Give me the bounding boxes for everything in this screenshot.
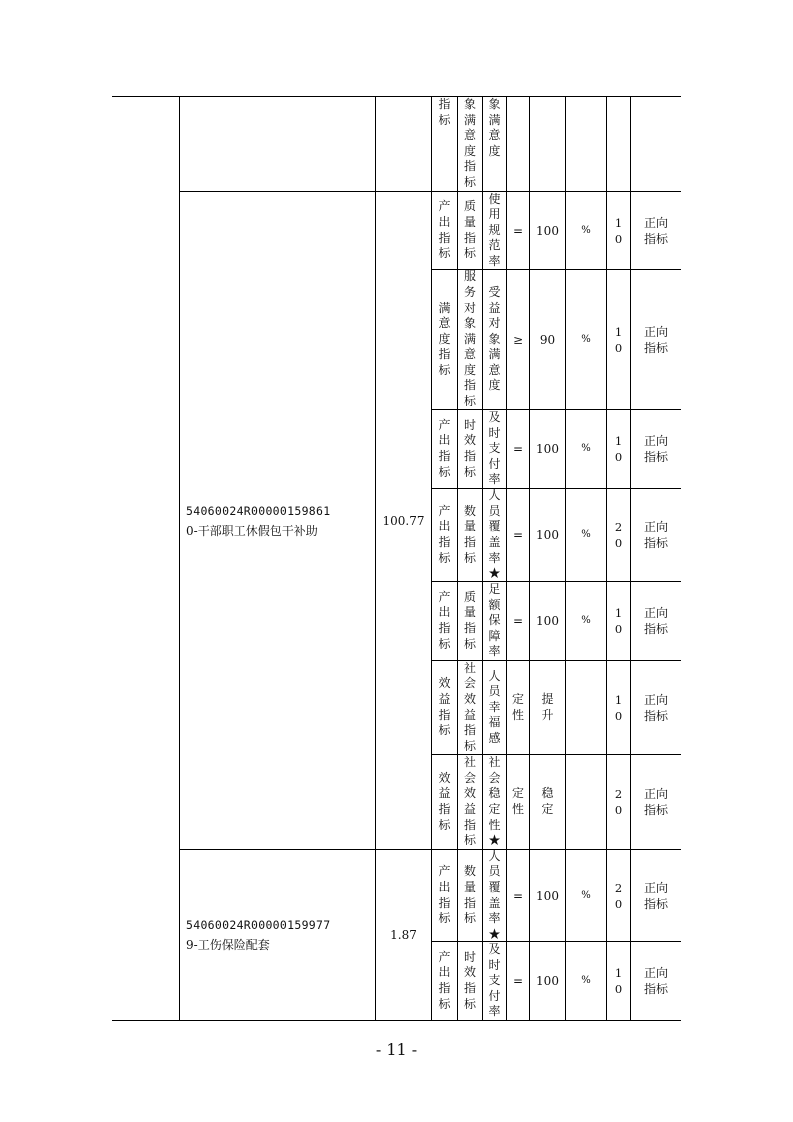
weight-text: 10 [614, 324, 623, 355]
weight-cell [607, 850, 630, 941]
operator-cell [507, 192, 529, 269]
level2-text: 象满意度指标 [463, 97, 476, 189]
level2-text: 数量指标 [463, 864, 476, 926]
level2-cell [458, 97, 482, 191]
weight-text: 20 [614, 880, 623, 911]
unit-cell [566, 850, 606, 941]
direction-cell [631, 489, 681, 581]
level1-text: 产出指标 [438, 949, 451, 1011]
operator-cell [507, 489, 529, 581]
weight-text: 10 [614, 215, 623, 246]
operator-cell [507, 270, 529, 409]
target-cell [530, 755, 565, 849]
indicator-name-text: 人员覆盖率★ [488, 848, 501, 941]
level2-text: 时效指标 [463, 949, 476, 1011]
level2-cell [458, 850, 482, 941]
operator-cell [507, 410, 529, 488]
operator-cell [507, 942, 529, 1020]
unit-cell [566, 661, 606, 754]
level1-text: 产出指标 [438, 199, 451, 261]
project-cell [180, 850, 375, 1020]
target-cell [530, 410, 565, 488]
level1-cell [432, 755, 457, 849]
level2-cell [458, 755, 482, 849]
indicator-table [112, 96, 681, 1021]
operator-cell [507, 755, 529, 849]
target-text: 稳定 [541, 786, 554, 816]
level2-cell [458, 192, 482, 269]
project-code: 54060024R00000159977 [186, 918, 331, 932]
target-text: 100 [536, 974, 559, 988]
level1-cell [432, 661, 457, 754]
indicator-name-text: 人员覆盖率★ [488, 488, 501, 581]
target-cell [530, 661, 565, 754]
indicator-name-cell [483, 410, 506, 488]
indicator-name-text: 社会稳定性★ [488, 755, 501, 848]
indicator-name-text: 受益对象满意度 [488, 284, 501, 393]
target-cell [530, 942, 565, 1020]
amount-cell [376, 850, 431, 1020]
operator-text: 定性 [511, 691, 524, 722]
indicator-name-cell [483, 755, 506, 849]
indicator-name-text: 及时支付率 [488, 410, 501, 487]
amount-text: 100.77 [382, 513, 425, 528]
operator-text: = [512, 888, 524, 903]
level2-text: 社会效益指标 [463, 660, 476, 753]
indicator-name-text: 象满意度 [488, 97, 501, 158]
target-text: 提升 [541, 691, 554, 722]
weight-cell [607, 661, 630, 754]
level2-cell [458, 661, 482, 754]
project-name: 9-工伤保险配套 [186, 938, 270, 952]
level2-cell [458, 942, 482, 1020]
weight-cell [607, 489, 630, 581]
level1-text: 效益指标 [438, 770, 451, 832]
weight-cell [607, 410, 630, 488]
operator-text: = [512, 528, 524, 542]
level1-text: 效益指标 [438, 676, 451, 738]
target-cell [530, 192, 565, 269]
weight-cell [607, 270, 630, 409]
direction-text: 正向指标 [643, 434, 668, 464]
level1-cell [432, 192, 457, 269]
level2-text: 质量指标 [463, 589, 476, 651]
indicator-name-cell [483, 270, 506, 409]
indicator-name-cell [483, 661, 506, 754]
unit-text: % [581, 224, 591, 236]
level1-text: 产出指标 [438, 864, 451, 926]
project-cell [180, 192, 375, 849]
level2-cell [458, 489, 482, 581]
unit-text: % [581, 443, 591, 454]
unit-cell [566, 410, 606, 488]
weight-cell [607, 755, 630, 849]
unit-cell [566, 489, 606, 581]
unit-text: % [581, 333, 591, 345]
target-cell [530, 850, 565, 941]
project-name: 0-干部职工休假包干补助 [186, 523, 318, 538]
level1-cell [432, 942, 457, 1020]
direction-text: 正向指标 [643, 520, 668, 550]
direction-cell [631, 942, 681, 1020]
level1-cell [432, 850, 457, 941]
direction-cell [631, 192, 681, 269]
operator-text: = [512, 223, 524, 238]
level1-cell [432, 97, 457, 191]
indicator-name-text: 足额保障率 [488, 582, 501, 659]
level2-text: 质量指标 [463, 199, 476, 261]
operator-text: ≥ [512, 332, 524, 347]
direction-cell [631, 850, 681, 941]
direction-text: 正向指标 [643, 215, 668, 246]
unit-text: % [581, 889, 591, 901]
target-cell [530, 582, 565, 660]
weight-cell [607, 192, 630, 269]
level1-cell [432, 489, 457, 581]
weight-text: 10 [614, 606, 623, 636]
indicator-name-cell [483, 582, 506, 660]
weight-text: 10 [614, 966, 623, 996]
target-text: 100 [536, 888, 559, 903]
indicator-name-text: 人员幸福感 [488, 668, 501, 745]
level2-cell [458, 410, 482, 488]
indicator-name-cell [483, 942, 506, 1020]
direction-text: 正向指标 [643, 692, 668, 723]
indicator-name-cell [483, 192, 506, 269]
level1-text: 产出指标 [438, 503, 451, 565]
weight-text: 10 [614, 692, 623, 723]
unit-cell [566, 942, 606, 1020]
direction-text: 正向指标 [643, 880, 668, 911]
direction-cell [631, 582, 681, 660]
target-text: 90 [539, 332, 556, 347]
weight-text: 20 [614, 520, 623, 550]
level2-cell [458, 270, 482, 409]
level2-text: 数量指标 [463, 503, 476, 565]
indicator-name-text: 使用规范率 [488, 191, 501, 268]
level2-text: 社会效益指标 [463, 755, 476, 848]
unit-cell [566, 582, 606, 660]
weight-text: 20 [614, 787, 623, 817]
amount-cell [376, 192, 431, 849]
operator-text: = [512, 614, 524, 628]
operator-text: = [512, 974, 524, 988]
level2-text: 时效指标 [463, 417, 476, 479]
target-text: 100 [536, 614, 559, 628]
weight-cell [607, 942, 630, 1020]
unit-cell [566, 192, 606, 269]
direction-cell [631, 661, 681, 754]
level2-cell [458, 582, 482, 660]
indicator-name-cell [483, 97, 506, 191]
indicator-name-text: 及时支付率 [488, 942, 501, 1019]
table-bottom-border [112, 1020, 681, 1021]
level2-text: 服务对象满意度指标 [463, 269, 476, 409]
direction-cell [631, 755, 681, 849]
level1-cell [432, 410, 457, 488]
target-text: 100 [536, 223, 559, 238]
project-code: 54060024R00000159861 [186, 503, 331, 518]
direction-cell [631, 270, 681, 409]
operator-cell [507, 582, 529, 660]
weight-text: 10 [614, 434, 623, 464]
direction-text: 正向指标 [643, 787, 668, 817]
level1-text: 产出指标 [438, 417, 451, 479]
level1-text: 指标 [438, 97, 451, 127]
level1-text: 满意度指标 [438, 300, 451, 377]
direction-cell [631, 410, 681, 488]
target-cell [530, 270, 565, 409]
page-number: - 11 - [375, 1040, 418, 1059]
table-top-border [112, 96, 681, 97]
level1-cell [432, 270, 457, 409]
unit-text: % [581, 975, 591, 986]
target-text: 100 [536, 442, 559, 456]
indicator-name-cell [483, 850, 506, 941]
unit-cell [566, 270, 606, 409]
target-cell [530, 489, 565, 581]
weight-cell [607, 582, 630, 660]
level1-cell [432, 582, 457, 660]
operator-cell [507, 850, 529, 941]
indicator-name-cell [483, 489, 506, 581]
direction-text: 正向指标 [643, 324, 668, 355]
operator-text: = [512, 442, 524, 456]
unit-text: % [581, 615, 591, 626]
operator-text: 定性 [511, 786, 524, 816]
operator-cell [507, 661, 529, 754]
direction-text: 正向指标 [643, 606, 668, 636]
level1-text: 产出指标 [438, 589, 451, 651]
direction-text: 正向指标 [643, 966, 668, 996]
target-text: 100 [536, 528, 559, 542]
unit-cell [566, 755, 606, 849]
unit-text: % [581, 529, 591, 540]
amount-text: 1.87 [390, 928, 417, 942]
